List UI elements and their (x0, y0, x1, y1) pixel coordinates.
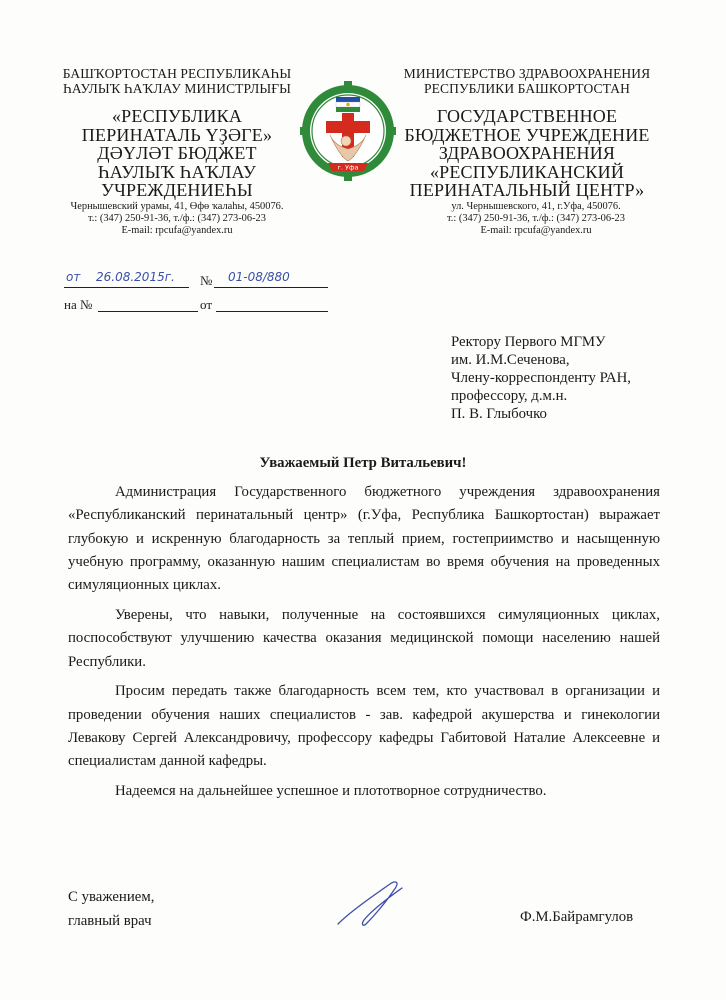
address-block-right (405, 201, 667, 237)
org-line: ЗДРАВООХРАНЕНИЯ (438, 143, 616, 163)
number-underline (214, 287, 328, 288)
signer-name: Ф.М.Байрамгулов (520, 909, 634, 925)
ministry-line: РЕСПУБЛИКИ БАШКОРТОСТАН (424, 81, 630, 96)
org-line: «РЕСПУБЛИКАНСКИЙ (429, 161, 625, 182)
org-line: ҺАУЛЫҠ ҺАҠЛАУ (97, 161, 257, 182)
handwritten-from-label: от (66, 270, 81, 284)
header-left (52, 66, 302, 200)
reply-from-label: от (200, 297, 213, 312)
reply-number-underline (98, 311, 198, 312)
handwritten-number: 01-08/880 (228, 270, 290, 284)
reply-number-label: на № (64, 297, 93, 312)
addressee-line: П. В. Глыбочко (451, 406, 547, 422)
address-line: Чернышевский урамы, 41, Өфө ҡалаһы, 450076. (70, 201, 284, 212)
closing-block (68, 885, 154, 933)
email-line: E-mail: rpcufa@yandex.ru (121, 225, 233, 236)
header-right (396, 66, 658, 200)
addressee-line: Члену-корреспонденту РАН, (451, 370, 631, 386)
paragraph: Просим передать также благодарность всем тем, кто участвовал в организации и проведении обучения наших специалистов - зав. кафедрой акушерства и гинекологии Левакову Сергей Александровичу, профессору кафедры Габитовой Наталие Алексеевне и специалистам данной кафедры. (68, 683, 660, 770)
phone-line: т.: (347) 250-91-36, т./ф.: (347) 273-06-23 (88, 213, 266, 224)
emblem-ribbon (328, 163, 368, 172)
handwritten-date: 26.08.2015г. (96, 270, 175, 284)
org-line: БЮДЖЕТНОЕ УЧРЕЖДЕНИЕ (404, 124, 650, 145)
org-line: ПЕРИНАТАЛЬНЫЙ ЦЕНТР» (409, 180, 645, 200)
org-line: УЧРЕЖДЕНИЕҺЫ (101, 180, 253, 200)
address-block-left (52, 201, 302, 237)
email-line: E-mail: rpcufa@yandex.ru (480, 225, 592, 236)
ministry-line: ҺАУЛЫҠ ҺАҠЛАУ МИНИСТРЛЫҒЫ (62, 81, 292, 96)
phone-line: т.: (347) 250-91-36, т./ф.: (347) 273-06-23 (447, 213, 625, 224)
number-label: № (200, 273, 213, 288)
closing-line: С уважением, (68, 889, 155, 905)
paragraph: Уверены, что навыки, полученные на состоявшихся симуляционных циклах, поспособствуют улучшению качества оказания медицинской помощи населению нашей Республики. (68, 606, 660, 670)
signer-title: главный врач (68, 913, 152, 929)
paragraph: Администрация Государственного бюджетного учреждения здравоохранения «Республиканский перинатальный центр» (г.Уфа, Республика Башкортостан) выражает глубокую и искренную благодарность за теплый прием, гостеприимство и насыщенную учебную программу, оказанную нашим специалистам во время обучения на проведенных симуляционных циклах. (68, 484, 660, 594)
org-line: «РЕСПУБЛИКА (111, 106, 243, 126)
greeting: Уважаемый Петр Витальевич! (259, 455, 467, 471)
handwritten-signature-icon (330, 872, 420, 932)
organization-name (396, 107, 658, 200)
reply-from-underline (216, 311, 328, 312)
address-line: ул. Чернышевского, 41, г.Уфа, 450076. (451, 201, 621, 212)
emblem-flag (336, 97, 360, 112)
org-line: ДӘҮЛӘТ БЮДЖЕТ (97, 143, 257, 163)
emblem-city-label: г. Уфа (337, 163, 359, 172)
ministry-line: БАШҠОРТОСТАН РЕСПУБЛИКАҺЫ (62, 66, 292, 81)
addressee-line: им. И.М.Сеченова, (451, 352, 570, 368)
letter-body (68, 481, 660, 810)
paragraph: Надеемся на дальнейшее успешное и плототворное сотрудничество. (115, 783, 547, 800)
ministry-line: МИНИСТЕРСТВО ЗДРАВООХРАНЕНИЯ (403, 66, 651, 81)
organization-name (52, 107, 302, 200)
org-line: ПЕРИНАТАЛЬ ҮҘӘГЕ» (81, 124, 273, 145)
addressee-line: профессору, д.м.н. (451, 388, 568, 404)
perinatal-center-emblem-icon (300, 75, 396, 195)
addressee-line: Ректору Первого МГМУ (451, 334, 606, 350)
addressee-block (451, 333, 631, 423)
date-underline (64, 287, 189, 288)
org-line: ГОСУДАРСТВЕННОЕ (436, 106, 618, 126)
